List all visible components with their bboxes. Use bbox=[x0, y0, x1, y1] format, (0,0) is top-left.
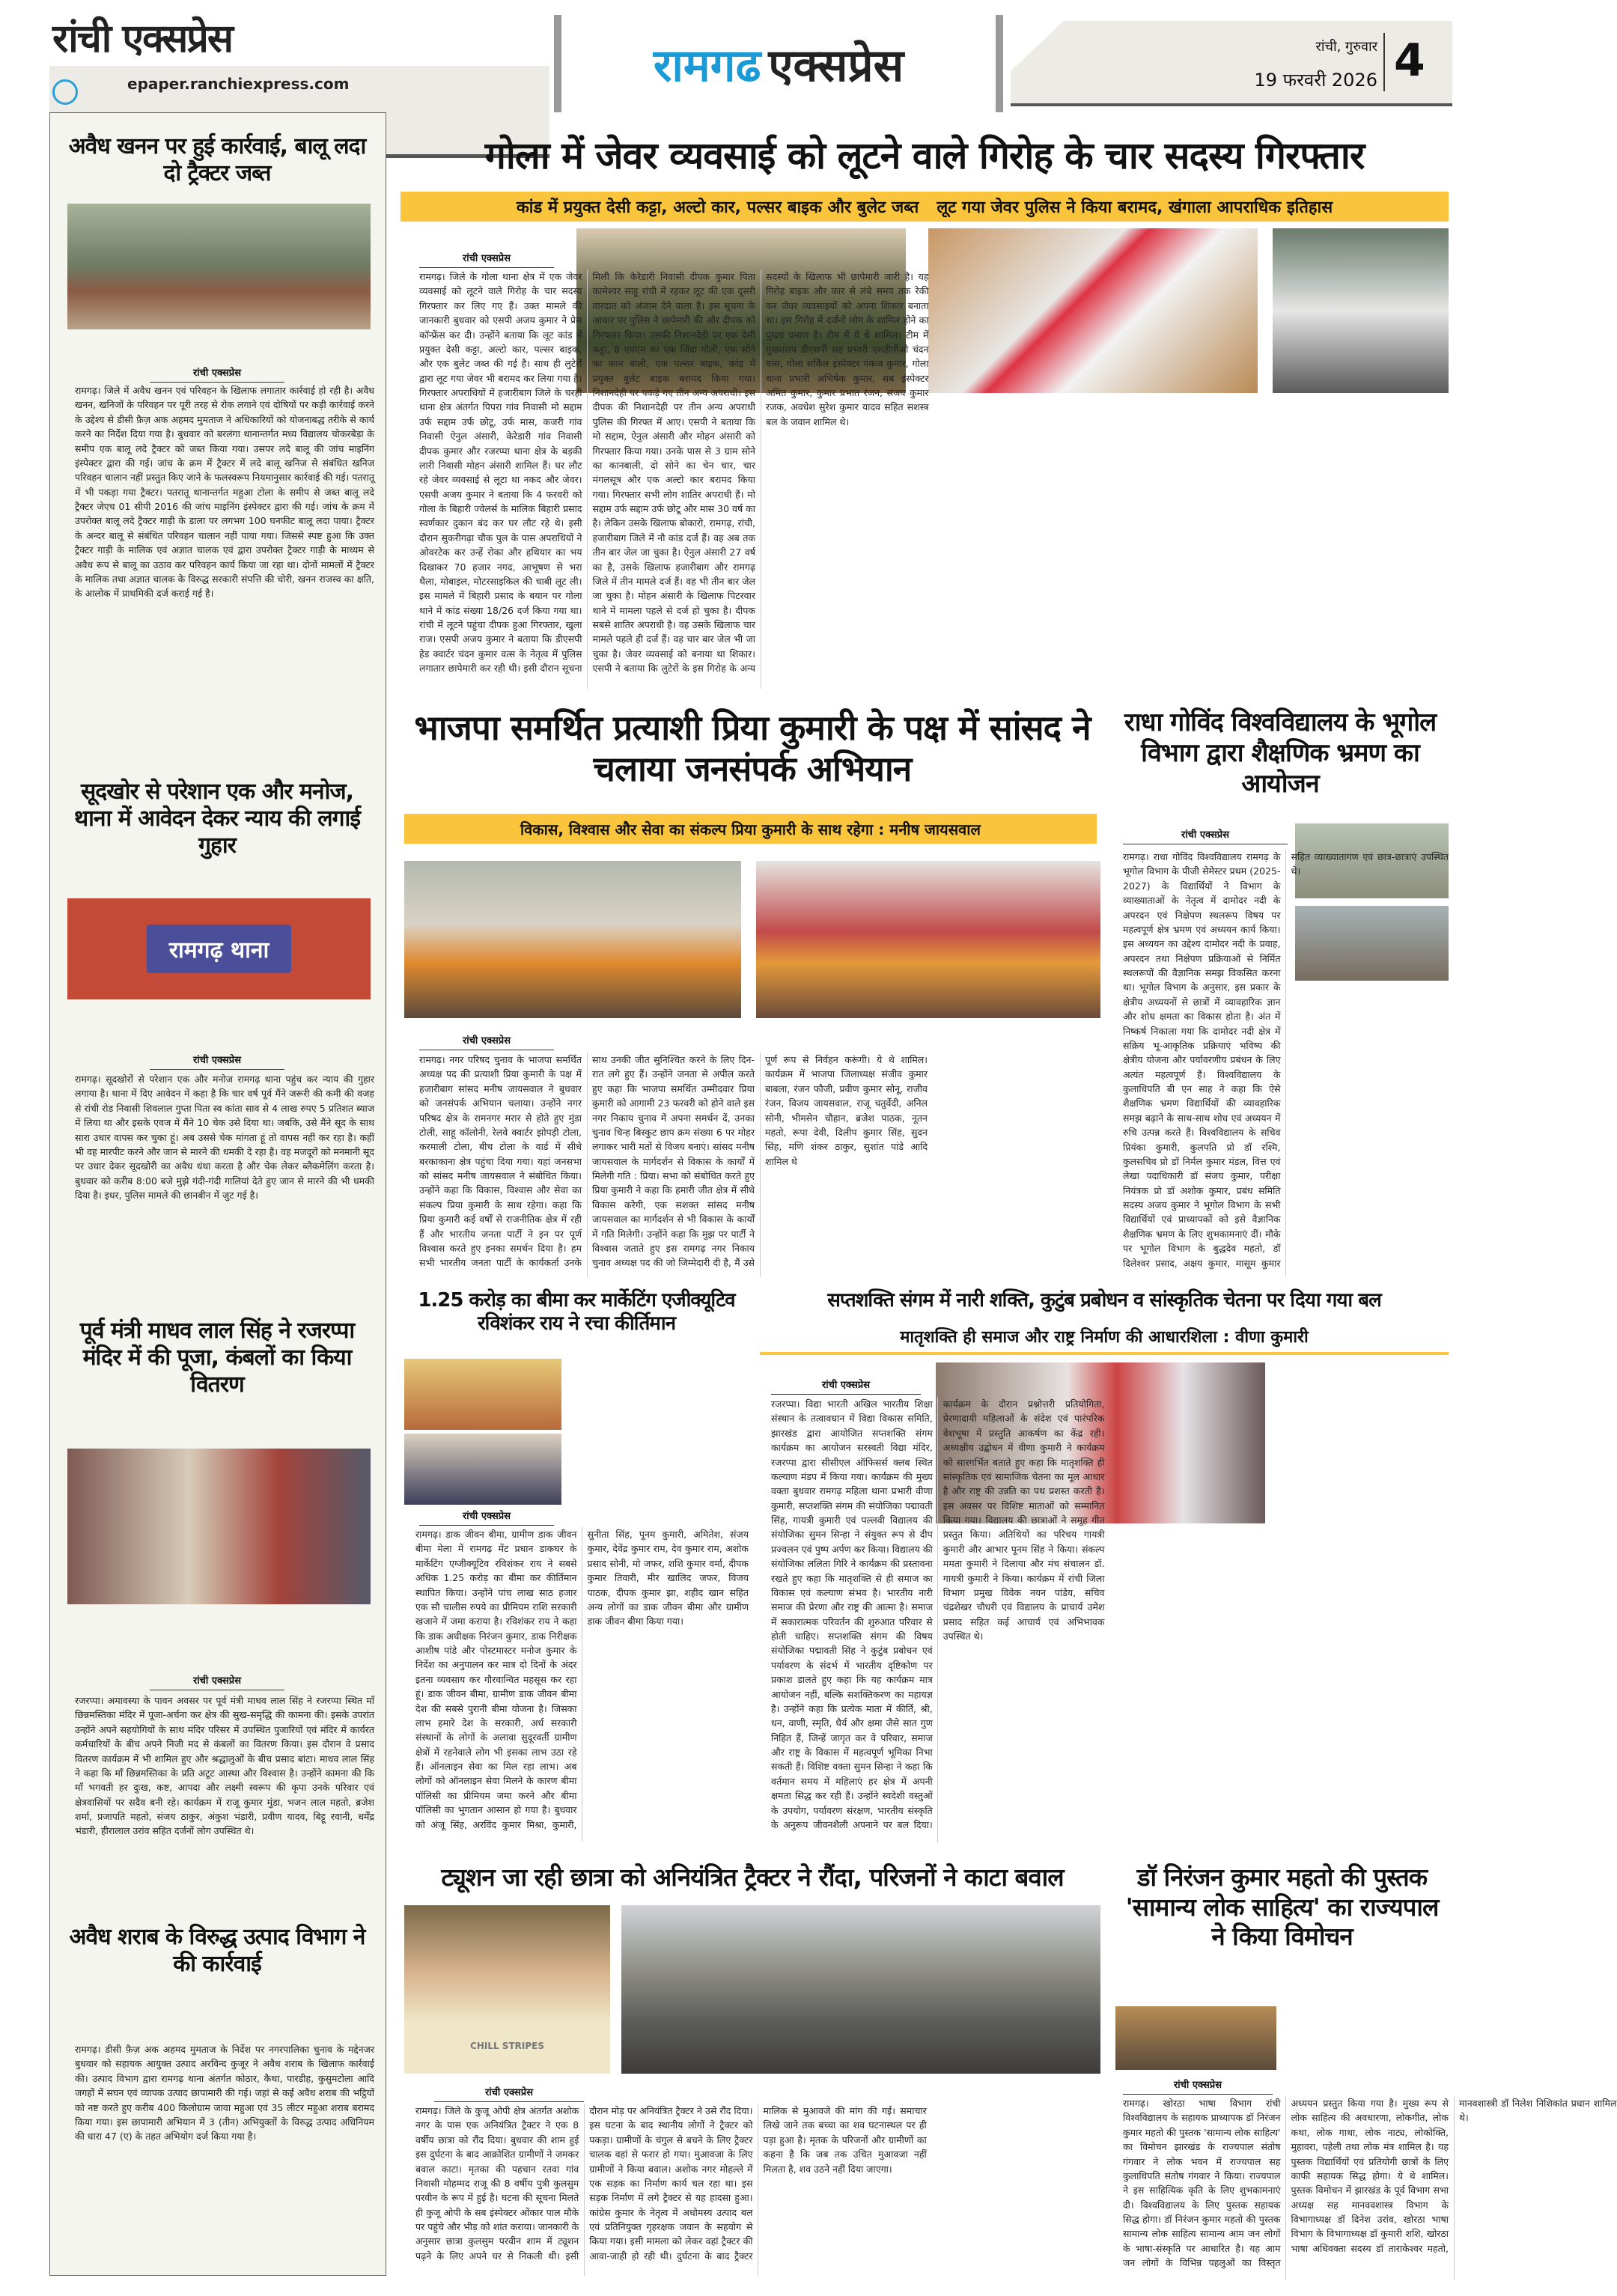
shirt-text: CHILL STRIPES bbox=[470, 2041, 544, 2051]
rgu-body: रामगढ़। राधा गोविंद विश्वविद्यालय रामगढ़ के भूगोल विभाग के पीजी सेमेस्टर प्रथम (2025-2027) के विद्यार्थियों ने विभाग के व्याख्याताओं के नेतृत्व में दामोदर नदी के अपरदन एवं निक्षेपण स्थलरूप विषय पर महत्वपूर्ण क्षेत्र भ्रमण एवं अध्ययन कार्य किया। इस अध्ययन का उद्देश्य दामोदर नदी के प्रवाह, अपरदन तथा निक्षेपण प्रक्रियाओं से निर्मित स्थलरूपों की वैज्ञानिक समझ विकसित करना था। भूगोल विभाग के अनुसार, इस प्रकार के क्षेत्रीय अध्ययनों से छात्रों में व्यावहारिक ज्ञान और शोध क्षमता का विकास होता है। अंत में निष्कर्ष निकाला गया कि दामोदर नदी क्षेत्र में सक्रिय भू-आकृतिक प्रक्रियाएं भविष्य की क्षेत्रीय योजना और पर्यावरणीय प्रबंधन के लिए अत्यंत महत्वपूर्ण हैं। विश्वविद्यालय के कुलाधिपति बी एन साह ने कहा कि ऐसे शैक्षणिक भ्रमण विद्यार्थियों की व्यावहारिक समझ बढ़ाने के साथ-साथ शोध एवं अध्ययन में रुचि उत्पन्न करते हैं। विश्वविद्यालय के सचिव प्रियंका कुमारी, कुलपति प्रो डॉ रश्मि, कुलसचिव प्रो डॉ निर्मल कुमार मंडल, वित्त एवं लेखा पदाधिकारी डॉ संजय कुमार, परीक्षा नियंत्रक प्रो डॉ अशोक कुमार, प्रबंध समिति सदस्य अजय कुमार ने भूगोल विभाग के सभी विद्यार्थियों एवं प्राध्यापकों को इसे वैज्ञानिक शैक्षणिक भ्रमण के लिए शुभकामनाएं दीं। मौके पर भूगोल विभाग के बुद्धदेव महतो, डॉ दिलेश्वर प्रसाद, अक्षय कुमार, मासूम कुमार सहित व्याख्यातागण एवं छात्र-छात्राएं उपस्थित थे। bbox=[1123, 851, 1449, 1269]
book-launch-body: रामगढ़। खोरठा भाषा विभाग रांची विश्वविद्यालय के सहायक प्राध्यापक डॉ निरंजन कुमार महतो की पुस्तक 'सामान्य लोक साहित्य' का विमोचन झारखंड के राज्यपाल संतोष गंगवार ने लोक भवन में राज्यपाल सह कुलाधिपति संतोष गंगवार ने किया। राज्यपाल ने इस साहित्यिक कृति के लिए शुभकामनाएं दी। विश्वविद्यालय के लिए पुस्तक सहायक सिद्ध होगा। डॉ निरंजन कुमार महतो की पुस्तक सामान्य लोक साहित्य सामान्य आम जन लोगों के भाषा-संस्कृति पर आधारित है। यह आम जन लोगों के विभिन्न पहलुओं का विस्तृत अध्ययन प्रस्तुत किया गया है। मुख्य रूप से लोक साहित्य की अवधारणा, लोकगीत, लोक कथा, लोक गाथा, लोक नाट्य, लोकोक्ति, मुहावरा, पहेली तथा लोक मंत्र शामिल है। यह पुस्तक विद्यार्थियों एवं प्रतियोगी छात्रों के लिए काफी सहायक सिद्ध होगा। ये थे शामिल। पुस्तक विमोचन में झारखंड के पूर्व विभाग सभा अध्यक्ष सह मानववशास्त्र विभाग के विभागाध्यक्ष डॉ दिनेश उरांव, खोरठा भाषा विभाग के विभागाध्यक्ष डॉ कुमारी शशि, खोरठा भाषा अधिवक्ता सदस्य डॉ ताराकेश्वर महतो, मानवशास्त्री डॉ निलेश निशिकांत प्रधान शामिल थे। bbox=[1123, 2098, 1617, 2269]
insurance-body: रामगढ़। डाक जीवन बीमा, ग्रामीण डाक जीवन बीमा मेला में रामगढ़ मेंट प्रधान डाकघर के मार्केटिंग एग्जीक्यूटिव रविशंकर राय ने सबसे अधिक 1.25 करोड़ का बीमा कर कीर्तिमान स्थापित किया। उन्होंने पांच लाख साठ हजार एक सौ चालीस रुपये का प्रीमियम राशि सरकारी खजाने में जमा कराया है। रविशंकर राय ने कहा कि डाक अधीक्षक निरंजन कुमार, डाक निरीक्षक आशीष पांडे और पोस्टमास्टर मनोज कुमार के निर्देश का अनुपालन कर मात्र दो दिनों के अंदर इतना व्यवसाय कर गौरवान्वित महसूस कर रहा हूं। डाक जीवन बीमा, ग्रामीण डाक जीवन बीमा देश की सबसे पुरानी बीमा योजना है। जिसका लाभ हमारे देश के सरकारी, अर्ध सरकारी संस्थानों के लोगों के अलावा सुदूरवर्ती ग्रामीण क्षेत्रों में रहनेवाले लोग भी इसका लाभ उठा रहे हैं। ऑनलाइन सेवा का मिल रहा लाभ। अब लोगों को ऑनलाइन सेवा मिलने के कारण बीमा पॉलिसी का प्रीमियम जमा करने और बीमा पॉलिसी का भुगतान आसान हो गया है। बुधवार को अंजू सिंह, अरविंद कुमार मिश्रा, कुमारी, सुनीता सिंह, पूनम कुमारी, अमितेश, संजय कुमार, देवेंद्र कुमार राम, देव कुमार राम, अशोक प्रसाद सोनी, मो जफर, शशि कुमार वर्मा, दीपक कुमार तिवारी, मीर खालिद जफर, विजय पाठक, दीपक कुमार झा, शहीद खान सहित अन्य लोगों का डाक जीवन बीमा और ग्रामीण डाक जीवन बीमा किया गया। bbox=[415, 1529, 749, 1830]
book-launch-headline: डॉ निरंजन कुमार महतो की पुस्तक 'सामान्य लोक साहित्य' का राज्यपाल ने किया विमोचन bbox=[1125, 1863, 1439, 1952]
section-title-express: एक्सप्रेस bbox=[768, 40, 904, 92]
rgu-credit: रांची एक्सप्रेस bbox=[1123, 827, 1288, 844]
left-story-4-body: रामगढ़। डीसी फ़ैज़ अक अहमद मुमताज के निर्देश पर नगरपालिका चुनाव के मद्देनजर बुधवार को सहायक आयुक्त उत्पाद अरविन्द कुजूर ने अवैध शराब के खिलाफ कार्रवाई की। उत्पाद विभाग द्वारा रामगढ़ थाना अंतर्गत कोठार, कैथा, पारडीह, कुसुमटोला आदि जगहों में सघन एवं व्यापक उत्पाद छापामारी की गई। जहां से कई अवैध शराब की भट्ठियों को नष्ट करते हुए करीब 400 किलोग्राम जावा महुआ एवं 35 लीटर महुआ शराब बरामद किया गया। इस छापामारी अभियान में 3 (तीन) अभियुक्तों के विरुद्ध उत्पाद अधिनियम की धारा 47 (ए) के तहत अभियोग दर्ज किया गया है। bbox=[75, 2044, 374, 2143]
saptshakti-credit: रांची एक्सप्रेस bbox=[771, 1377, 921, 1395]
insurance-credit: रांची एक्सप्रेस bbox=[419, 1508, 554, 1526]
website-link[interactable]: epaper.ranchiexpress.com bbox=[127, 75, 350, 93]
page-number: 4 bbox=[1394, 34, 1425, 87]
book-launch-credit: रांची एक्सप्रेस bbox=[1123, 2077, 1273, 2095]
section-title-ramgarh: रामगढ bbox=[653, 40, 761, 92]
left-story-1-body: रामगढ़। जिले में अवैध खनन एवं परिवहन के खिलाफ लगातार कार्रवाई हो रही है। अवैध खनन, खनिजों के परिवहन पर पूरी तरह से रोक लगाने एवं दोषियों पर कड़ी कार्रवाई करने के उद्देश्य से डीसी फ़ैज़ अक अहमद मुमताज ने अधिकारियों को योजनाबद्ध तरीके से कार्य करने का निर्देश दिया गया है। बुधवार को बरलंगा थानान्तर्गत मध्य विद्यालय चोकरबेड़ा के समीप एक बालू लदे ट्रैक्टर को जब्त किया गया। उसपर लदे बालू की जांच माइनिंग इंस्पेक्टर द्वारा की गई। जांच के क्रम में ट्रैक्टर में लदे बालू खनिज से संबंधित खनिज परिवहन चालान नहीं प्रस्तुत किए जाने के फलस्वरूप नियमानुसार कार्रवाई की गई। पतरातू में भी पकड़ा गया ट्रैक्टर। पतरातू थानान्तर्गत महुआ टोला के समीप से जब्त बालू लदे ट्रैक्टर जेएच 01 सीपी 2016 की जांच माइनिंग इंस्पेक्टर द्वारा की गई। जांच के क्रम में उपरोक्त बालू लदे ट्रैक्टर गाड़ी के डाला पर लगभग 100 घनफीट बालू लदा पाया। ट्रैक्टर के अन्दर बालू से संबंधित परिवहन चालान नहीं पाया गया। जिससे स्पष्ट हुआ कि उक्त ट्रैक्टर गाड़ी के मालिक एवं अज्ञात चालक एवं द्वारा उपरोक्त ट्रैक्टर गाड़ी के माध्यम से अवैध रूप से बालू का उठाव कर परिवहन कार्य किया जा रहा था। दोनों मामलों में ट्रैक्टर के मालिक तथा अज्ञात चालक के विरुद्ध सरकारी संपत्ति की चोरी, खनन राजस्व का क्षति, के आलोक में प्राथमिकी दर्ज कराई गई है। bbox=[75, 385, 374, 600]
lead-strap-2: लूट गया जेवर पुलिस ने किया बरामद, खंगाला आपराधिक इतिहास bbox=[937, 198, 1333, 217]
victim-girl-photo bbox=[404, 1905, 610, 2074]
saptshakti-body: रजरप्पा। विद्या भारती अखिल भारतीय शिक्षा संस्थान के तत्वावधान में विद्या विकास समिति, झारखंड द्वारा आयोजित सप्तशक्ति संगम कार्यक्रम का आयोजन सरस्वती विद्या मंदिर, रजरप्पा द्वारा सीसीएल ऑफिसर्स क्लब स्थित कल्याण मंडप में किया गया। कार्यक्रम की मुख्य वक्ता बुधवार रामगढ़ महिला थाना प्रभारी वीणा कुमारी, सप्तशक्ति संगम की संयोजिका पद्मावती सिंह, गायत्री कुमारी एवं पल्लवी विद्यालय की संयोजिका सुमन सिन्हा ने संयुक्त रूप से दीप प्रज्वलन एवं पुष्प अर्पण कर किया। विद्यालय की संयोजिका ललिता गिरि ने कार्यक्रम की प्रस्तावना रखते हुए कहा कि मातृशक्ति से ही समाज का विकास एवं कल्याण संभव है। भारतीय नारी समाज की प्रेरणा और राष्ट्र की आत्मा है। समाज में सकारात्मक परिवर्तन की शुरुआत परिवार से होती चाहिए। सप्तशक्ति संगम की विषय संयोजिका पद्मावती सिंह ने कुटुंब प्रबोधन एवं पर्यावरण के संदर्भ में भारतीय दृष्टिकोण पर प्रकाश डालते हुए कहा कि यह कार्यक्रम मात्र आयोजन नहीं, बल्कि सशक्तिकरण का महायज्ञ है। उन्होंने कहा कि प्रत्येक माता में कीर्ति, श्री, धन, वाणी, स्मृति, धैर्य और क्षमा जैसे सात गुण निहित हैं, जिन्हें जागृत कर वे परिवार, समाज और राष्ट्र के विकास में महत्वपूर्ण भूमिका निभा सकती हैं। विशिष्ट वक्ता सुमन सिन्हा ने कहा कि वर्तमान समय में महिलाएं हर क्षेत्र में अपनी क्षमता सिद्ध कर रही हैं। उन्होंने स्वदेशी वस्तुओं के उपयोग, पर्यावरण संरक्षण, भारतीय संस्कृति के अनुरूप जीवनशैली अपनाने पर बल दिया। कार्यक्रम के दौरान प्रश्नोत्तरी प्रतियोगिता, प्रेरणादायी महिलाओं के संदेश एवं पारंपरिक वेशभूषा में प्रस्तुति आकर्षण का केंद्र रही। अध्यक्षीय उद्बोधन में वीणा कुमारी ने कार्यक्रम को सारगर्भित बताते हुए कहा कि मातृशक्ति ही सांस्कृतिक एवं सामाजिक चेतना का मूल आधार है और राष्ट्र की उन्नति का पथ प्रशस्त करती है। इस अवसर पर विशिष्ट माताओं को सम्मानित किया गया। विद्यालय की छात्राओं ने समूह गीत प्रस्तुत किया। अतिथियों का परिचय गायत्री कुमारी और आभार पूनम सिंह ने किया। संकल्प ममता कुमारी ने दिलाया और मंच संचालन डॉ. गायत्री कुमारी ने किया। कार्यक्रम में रांची जिला विभाग प्रमुख विवेक नयन पांडेय, सचिव चंद्रशेखर चौधरी एवं विद्यालय के प्राचार्य उमेश प्रसाद सहित कई आचार्य एवं अभिभावक उपस्थित थे। bbox=[771, 1398, 1105, 1830]
epaper-icon bbox=[52, 79, 78, 105]
bjp-credit: रांची एक्सप्रेस bbox=[419, 1033, 554, 1050]
masthead-logo: रांची एक्सप्रेस bbox=[52, 16, 233, 61]
city-day: रांची, गुरुवार bbox=[1315, 39, 1377, 55]
left-story-2-headline: सूदखोर से परेशान एक और मनोज, थाना में आवेदन देकर न्याय की लगाई गुहार bbox=[73, 779, 361, 859]
temple-blanket-distribution-photo bbox=[67, 1449, 371, 1604]
insurance-headline: 1.25 करोड़ का बीमा कर मार्केटिंग एजीक्यूटिव रविशंकर राय ने रचा कीर्तिमान bbox=[418, 1289, 735, 1336]
lead-strap bbox=[401, 192, 1449, 222]
lead-body: रामगढ़। जिले के गोला थाना क्षेत्र में एक जेवर व्यवसाई को लूटने वाले गिरोह के चार सदस्य गिरफ्तार कर लिए गए हैं। उक्त मामले की जानकारी बुधवार को एसपी अजय कुमार ने प्रेस कॉन्फ्रेंस कर दी। उन्होंने बताया कि लूट कांड में प्रयुक्त देसी कट्टा, अल्टो कार, पल्सर बाइक, और एक बुलेट जब्त की गई है। साथ ही लुटेरों द्वारा लूट गया जेवर भी बरामद कर लिया गया है। गिरफ्तार अपराधियों में हजारीबाग जिले के चरही थाना क्षेत्र अंतर्गत पिपरा गांव निवासी मो सद्दाम उर्फ सद्दाम उर्फ छोटू, उर्फ मास, कजरी गांव निवासी ऐनुल अंसारी, केरेडारी गांव निवासी दीपक कुमार और रजरप्पा थाना क्षेत्र के बड़की लारी निवासी मोहन अंसारी शामिल हैं। घर लौट रहे जेवर व्यवसाई से लूटा था नकद और जेवर। एसपी अजय कुमार ने बताया कि 4 फरवरी को गोला के बिहारी ज्वेलर्स के मालिक बिहारी प्रसाद स्वर्णकार दुकान बंद कर घर लौट रहे थे। इसी दौरान सुकरीगढ़ा चौक पुल के पास अपराधियों ने ओवरटेक कर उन्हें रोका और हथियार का भय दिखाकर 70 हजार नगद, आभूषण से भरा थैला, मोबाइल, मोटरसाइकिल की चाबी लूट ली। इस मामले में बिहारी प्रसाद के बयान पर गोला थाने में कांड संख्या 18/26 दर्ज किया गया था। रांची में लूटने पहुंचा दीपक हुआ गिरफ्तार, खुला राज। एसपी अजय कुमार ने बताया कि डीएसपी हेड क्वार्टर चंदन कुमार वत्स के नेतृत्व में पुलिस लगातार छापेमारी कर रही थी। इसी दौरान सूचना मिली कि केरेडारी निवासी दीपक कुमार पिता कामेश्वर साहू रांची में रहकर लूट की एक दूसरी वारदात को अंजाम देने वाला है। इस सूचना के आधार पर पुलिस ने छापेमारी की और दीपक को गिरफ्तार किया। उसकी निशानदेही पर एक देसी कट्टा, 8 एमएम का एक जिंदा गोली, एक सोने का कान बाली, एक पल्सर बाइक, कांड में प्रयुक्त बुलेट बाइक बरामद किया गया। निशानदेही पर पकड़े गए तीन अन्य अपराधी। इस दीपक की निशानदेही पर तीन अन्य अपराधी पुलिस की गिरफ्त में आए। एसपी ने बताया कि मो सद्दाम, ऐनुल अंसारी और मोहन अंसारी को गिरफ्तार किया गया। उनके पास से 3 ग्राम सोने का कानबाली, दो सोने का चेन चार, चार मंगलसूत्र और एक अल्टो कार बरामद किया गया। गिरफ्तार सभी लोग शातिर अपराधी हैं। मो सद्दाम उर्फ सद्दाम उर्फ छोटू और मास 30 वर्ष का है। लेकिन उसके खिलाफ बोकारो, रामगढ़, रांची, हजारीबाग जिले में नौ कांड दर्ज हैं। वह अब तक तीन बार जेल जा चुका है। ऐनुल अंसारी 27 वर्ष का है, उसके खिलाफ हजारीबाग और रामगढ़ जिले में तीन मामले दर्ज हैं। वह भी तीन बार जेल जा चुका है। मोहन अंसारी के खिलाफ पिटरवार थाने में मामला पहले से दर्ज हो चुका है। दीपक सबसे शातिर अपराधी है। वह उसके खिलाफ चार मामले पहले ही दर्ज हैं। वह चार बार जेल भी जा चुका है। जेवर व्यवसाई को बनाया था शिकार। एसपी ने बताया कि लुटेरों के इस गिरोह के अन्य सदस्यों के खिलाफ भी छापेमारी जारी है। यह गिरोह बाइक और कार से लंबे समय तक रेकी कर जेवर व्यवसाइयों को अपना शिकार बनाता था। इस गिरोह में दर्जनों लोग के शामिल होने का पुख्ता प्रमाण है। टीम में ये थे शामिल। टीम में मुख्यालय डीएसपी सह प्रभारी एसडीपीओ चंदन वत्स, गोला सर्किल इंस्पेक्टर पंकज कुमार, गोला थाना प्रभारी अभिषेक कुमार, सब इंस्पेक्टर अमित कुमार, कुमार प्रभात रंजन, संजय कुमार रजक, अवधेश सुरेश कुमार यादव सहित सशस्त्र बल के जवान शामिल थे। bbox=[419, 271, 929, 675]
police-station-sign-photo bbox=[67, 898, 371, 999]
lead-credit: रांची एक्सप्रेस bbox=[419, 251, 554, 268]
tractor-credit: रांची एक्सप्रेस bbox=[434, 2085, 584, 2102]
police-station-sign: रामगढ़ थाना bbox=[147, 925, 292, 973]
left-story-4-headline: अवैध शराब के विरुद्ध उत्पाद विभाग ने की कार्रवाई bbox=[69, 1924, 365, 1977]
left-story-3-credit: रांची एक्सप्रेस bbox=[150, 1673, 284, 1690]
left-story-1-headline: अवैध खनन पर हुई कार्रवाई, बालू लदा दो ट्रैक्टर जब्त bbox=[68, 133, 366, 186]
left-story-1-credit: रांची एक्सप्रेस bbox=[150, 365, 284, 383]
lead-headline: गोला में जेवर व्यवसाई को लूटने वाले गिरोह के चार सदस्य गिरफ्तार bbox=[484, 134, 1365, 177]
saptshakti-subheadline: मातृशक्ति ही समाज और राष्ट्र निर्माण की आधारशिला : वीणा कुमारी bbox=[760, 1325, 1449, 1355]
tractor-body: रामगढ़। जिले के कुजू ओपी क्षेत्र अंतर्गत अशोक नगर के पास एक अनियंत्रित ट्रैक्टर ने एक 8 वर्षीय छात्रा को रौंद दिया। बुधवार की शाम हुई इस दुर्घटना के बाद आक्रोशित ग्रामीणों ने जमकर बवाल काटा। मृतका की पहचान रतवा गांव निवासी मोहम्मद राजू की 8 वर्षीय पुत्री कुलसुम परवीन के रूप में हुई है। घटना की सूचना मिलते ही कुजू ओपी के सब इंस्पेक्टर ओंकार पाल मौके पर पहुंचे और भीड़ को शांत कराया। जानकारी के अनुसार छात्रा कुलसुम परवीन शाम में ट्यूशन पढ़ने के लिए अपने घर से निकली थी। इसी दौरान मोड़ पर अनियंत्रित ट्रैक्टर ने उसे रौंद दिया। इस घटना के बाद स्थानीय लोगों ने ट्रैक्टर को पकड़ा। ग्रामीणों के चंगुल से बचने के लिए ट्रैक्टर चालक वहां से फरार हो गया। मुआवजा के लिए ग्रामीणों ने किया बवाल। अशोक नगर मोहल्ले में एक सड़क का निर्माण कार्य चल रहा था। इस सड़क निर्माण में लगे ट्रैक्टर से यह हादसा हुआ। कांग्रेस कुमार के नेतृत्व में अधोमस्य उत्पाद बल एवं प्रतिनियुक्त गृहरक्षक जवान के सहयोग से किया गया। इसी मामला को लेकर वहां ट्रैक्टर की आवा-जाही हो रही थी। दुर्घटना के बाद ट्रैक्टर मालिक से मुआवजे की मांग की गई। समाचार लिखे जाने तक बच्चा का शव घटनास्थल पर ही पड़ा हुआ है। मृतक के परिजनों और ग्रामीणों का कहना है कि जब तक उचित मुआवजा नहीं मिलता है, शव उठने नहीं दिया जाएगा। bbox=[415, 2105, 927, 2262]
bjp-strap: विकास, विश्वास और सेवा का संकल्प प्रिया कुमारी के साथ रहेगा : मनीष जायसवाल bbox=[404, 814, 1097, 844]
issue-date: 19 फरवरी 2026 bbox=[1254, 70, 1377, 91]
rgu-headline: राधा गोविंद विश्वविद्यालय के भूगोल विभाग द्वारा शैक्षणिक भ्रमण का आयोजन bbox=[1124, 707, 1437, 799]
bjp-headline: भाजपा समर्थित प्रत्याशी प्रिया कुमारी के पक्ष में सांसद ने चलाया जनसंपर्क अभियान bbox=[414, 707, 1091, 790]
left-story-2-credit: रांची एक्सप्रेस bbox=[150, 1053, 284, 1070]
left-story-3-body: रजरप्पा। अमावस्या के पावन अवसर पर पूर्व मंत्री माधव लाल सिंह ने रजरप्पा स्थित माँ छिन्नमस्तिका मंदिर में पूजा-अर्चना कर क्षेत्र की सुख-समृद्धि की कामना की। इसके उपरांत उन्होंने अपने सहयोगियों के साथ मंदिर परिसर में उपस्थित पुजारियों एवं मंदिर में कार्यरत कर्मचारियों के बीच अपने निजी मद से कंबलों का वितरण किया। इस दौरान वे प्रसाद वितरण कार्यक्रम में भी शामिल हुए और श्रद्धालुओं के बीच प्रसाद बांटा। माधव लाल सिंह ने कहा कि माँ छिन्नमस्तिका के प्रति अटूट आस्था और विश्वास है। उन्होंने कामना की कि माँ भगवती हर दुःख, कष्ट, आपदा और लक्ष्मी स्वरूप की कृपा उनके परिवार एवं क्षेत्रवासियों पर सदैव बनी रहे। कार्यक्रम में राजू कुमार मुंडा, भजन लाल महतो, ब्रजेश शर्मा, प्रजापति महतो, संजय ठाकुर, अंकुश भंडारी, प्रवीण यादव, बिट्टू रवानी, धर्मेंद्र भंडारी, हीरालाल उरांव सहित दर्जनों लोग उपस्थित थे। bbox=[75, 1695, 374, 1837]
accident-crowd-photo bbox=[621, 1905, 1100, 2074]
tractor-seizure-photo bbox=[67, 204, 371, 329]
tractor-accident-headline: ट्यूशन जा रही छात्रा को अनियंत्रित ट्रैक्टर ने रौंदा, परिजनों ने काटा बवाल bbox=[441, 1863, 1064, 1892]
lead-strap-1: कांड में प्रयुक्त देसी कट्टा, अल्टो कार, पल्सर बाइक और बुलेट जब्त bbox=[516, 198, 919, 217]
bjp-body: रामगढ़। नगर परिषद चुनाव के भाजपा समर्थित अध्यक्ष पद की प्रत्याशी प्रिया कुमारी के पक्ष में हजारीबाग सांसद मनीष जायसवाल ने बुधवार को जनसंपर्क अभियान चलाया। उन्होंने नगर परिषद क्षेत्र के रामनगर मरार से होते हुए मुंडा टोली, साहू कॉलोनी, रेलवे क्वार्टर झोपड़ी टोला, करमाली टोला, बीच टोला के वार्ड में सीधे बरकाकाना क्षेत्र पहुंचा दिया गया। यहां जनसभा को सांसद मनीष जायसवाल ने संबोधित किया। उन्होंने कहा कि विकास, विश्वास और सेवा का संकल्प प्रिया कुमारी के साथ रहेगा। कहा कि प्रिया कुमारी कई वर्षों से राजनीतिक क्षेत्र में रही हैं और भारतीय जनता पार्टी ने इन पर पूर्ण विश्वास करते हुए इनका समर्थन दिया है। हम सभी भारतीय जनता पार्टी के कार्यकर्ता उनके साथ उनकी जीत सुनिश्चित करने के लिए दिन-रात लगे हुए हैं। उन्होंने जनता से अपील करते हुए कहा कि भाजपा समर्थित उम्मीदवार प्रिया कुमारी को आगामी 23 फरवरी को होने वाले इस नगर निकाय चुनाव में अपना समर्थन दें, उनका चुनाव चिन्ह बिस्कुट छाप क्रम संख्या 6 पर मोहर लगाकर भारी मतों से विजय बनाएं। सांसद मनीष जायसवाल के मार्गदर्शन से विकास के कार्यों में मिलेगी गति : प्रिया। सभा को संबोधित करते हुए प्रिया कुमारी ने कहा कि हमारी जीत क्षेत्र में सीधे विकास करेगी, एक सशक्त सांसद मनीष जायसवाल का मार्गदर्शन से भी विकास के कार्यों में गति मिलेगी। उन्होंने कहा कि मुझ पर पार्टी ने विश्वास जताते हुए इस रामगढ़ नगर निकाय चुनाव अध्यक्ष पद की जो जिम्मेदारी दी है, मैं उसे पूर्ण रूप से निर्वहन करूंगी। ये थे शामिल। कार्यक्रम में भाजपा जिलाध्यक्ष संजीव कुमार बाबला, रंजन फौजी, प्रवीण कुमार सोनू, राजीव रंजन, विजय जायसवाल, राजू चतुर्वेदी, अनिल सोनी, भीमसेन चौहान, ब्रजेश पाठक, नूतन महतो, रूपा देवी, दिलीप कुमार सिंह, सुदन सिंह, मणि शंकर ठाकुर, सुशांत पांडे आदि शामिल थे bbox=[419, 1054, 928, 1269]
mp-campaign-photo-2 bbox=[756, 861, 1100, 1018]
mp-campaign-photo-1 bbox=[404, 861, 741, 1018]
section-title bbox=[554, 15, 1003, 112]
saptshakti-headline: सप्तशक्ति संगम में नारी शक्ति, कुटुंब प्रबोधन व सांस्कृतिक चेतना पर दिया गया बल bbox=[827, 1289, 1381, 1312]
left-story-2-body: रामगढ़। सूदखोरों से परेशान एक और मनोज रामगढ़ थाना पहुंच कर न्याय की गुहार लगाया है। थाना में दिए आवेदन में कहा है कि चार वर्ष पूर्व मैंने जरूरी की कमी की वजह से रांची रोड निवासी शिवलाल गुप्ता पिता स्व कांता साव से 4 लाख रुपए 5 प्रतिशत ब्याज में लिया था और इसके एवज में मैंने 10 चेक उसे दिया था। जबकि, उसे मैंने सूद के साथ सारा उधार वापस कर चुका हूं। अब उससे चेक मांगता हूं तो वापस नहीं कर रहा है। कहीं भी वह मारपीट करने और जान से मारने की धमकी दे रहा है। वह मजदूरों को मनमानी सूद पर उधार देकर सूदखोरी का अवैध धंधा करता है और चेक लेकर ब्लैकमेलिंग करता है। बुधवार को करीब 8:00 बजे मुझे गंदी-गंदी गालियां देते हुए जान से मारने की भी धमकी दिया है। इधर, पुलिस मामले की छानबीन में जुट गई है। bbox=[75, 1074, 374, 1201]
left-story-3-headline: पूर्व मंत्री माधव लाल सिंह ने रजरप्पा मंदिर में की पूजा, कंबलों का किया वितरण bbox=[79, 1318, 355, 1398]
